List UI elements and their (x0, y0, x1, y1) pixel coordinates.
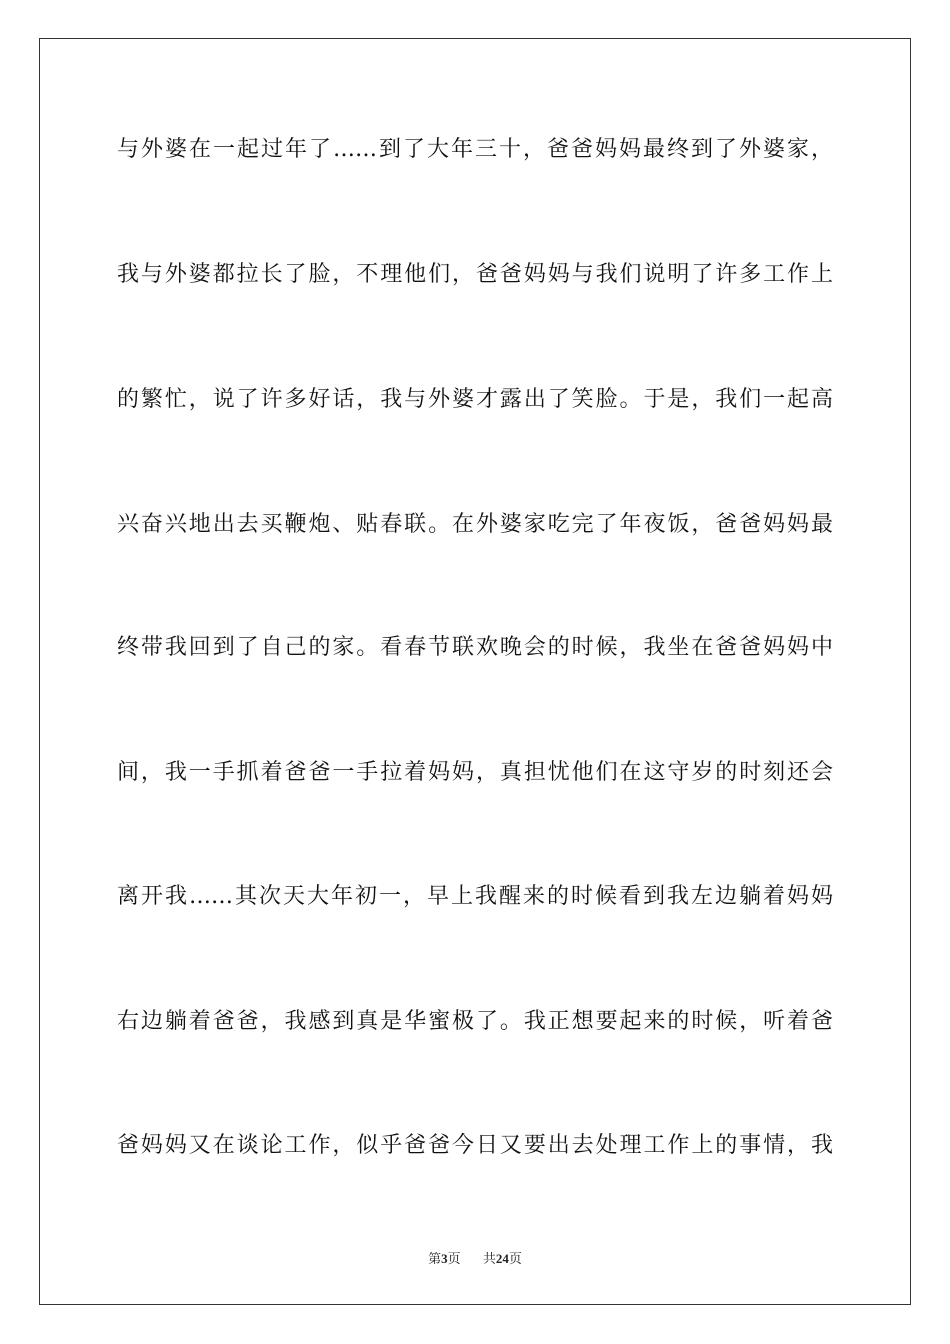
page-border (39, 38, 911, 1305)
total-prefix: 共 (482, 1252, 496, 1267)
text-line: 间，我一手抓着爸爸一手拉着妈妈，真担忧他们在这守岁的时刻还会 (117, 760, 833, 785)
total-pages-label (483, 1252, 522, 1267)
page-number-label (428, 1252, 465, 1267)
page-suffix: 页 (447, 1252, 461, 1267)
text-line: 我与外婆都拉长了脸，不理他们，爸爸妈妈与我们说明了许多工作上 (117, 262, 833, 287)
text-line: 与外婆在一起过年了……到了大年三十，爸爸妈妈最终到了外婆家， (117, 137, 833, 162)
text-line: 右边躺着爸爸，我感到真是华蜜极了。我正想要起来的时候，听着爸 (117, 1009, 833, 1034)
page-prefix: 第 (428, 1252, 442, 1267)
text-line: 的繁忙，说了许多好话，我与外婆才露出了笑脸。于是，我们一起高 (117, 387, 833, 412)
page-footer (0, 1248, 950, 1267)
text-line: 兴奋兴地出去买鞭炮、贴春联。在外婆家吃完了年夜饭，爸爸妈妈最 (117, 512, 833, 537)
total-suffix: 页 (508, 1252, 522, 1267)
text-line: 离开我……其次天大年初一，早上我醒来的时候看到我左边躺着妈妈 (117, 884, 833, 909)
total-pages: 24 (495, 1251, 509, 1266)
text-line: 终带我回到了自己的家。看春节联欢晚会的时候，我坐在爸爸妈妈中 (117, 635, 833, 660)
page-number: 3 (441, 1251, 448, 1266)
text-line: 爸妈妈又在谈论工作，似乎爸爸今日又要出去处理工作上的事情，我 (117, 1133, 833, 1158)
